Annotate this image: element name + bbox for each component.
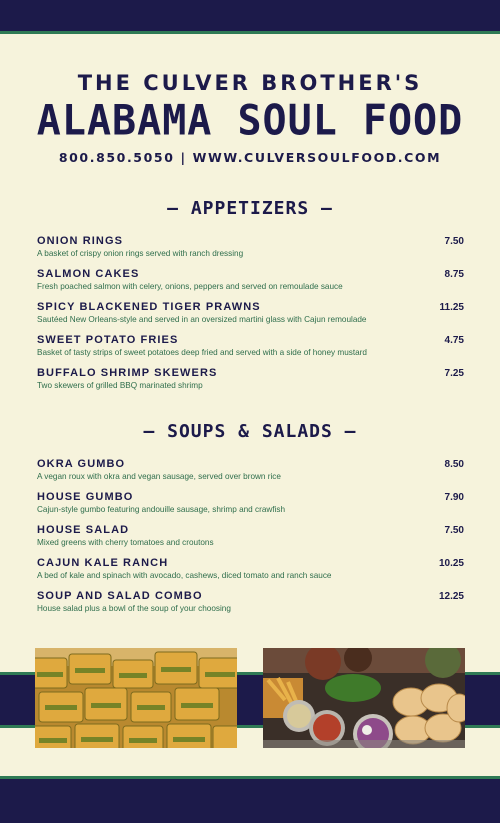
item-name: SALMON CAKES xyxy=(37,268,140,280)
item-description: A bed of kale and spinach with avocado, cashews, diced tomato and ranch sauce xyxy=(37,571,332,580)
item-name: HOUSE GUMBO xyxy=(37,491,134,503)
item-name: SPICY BLACKENED TIGER PRAWNS xyxy=(37,301,261,313)
menu-item xyxy=(37,491,464,524)
item-description: Sautéed New Orleans-style and served in an oversized martini glass with Cajun remoulade xyxy=(37,315,367,324)
restaurant-subtitle: THE CULVER BROTHER'S xyxy=(77,71,423,95)
restaurant-title: ALABAMA SOUL FOOD xyxy=(36,96,464,146)
item-price: 12.25 xyxy=(438,591,464,602)
menu-item xyxy=(37,334,464,367)
item-price: 7.50 xyxy=(444,525,464,536)
top-navy-band xyxy=(0,0,500,31)
item-description: Basket of tasty strips of sweet potatoes deep fried and served with a side of honey mustard xyxy=(37,348,367,357)
spinach-squares-photo xyxy=(35,648,237,748)
menu-item xyxy=(37,524,464,557)
item-price: 7.90 xyxy=(444,492,464,503)
item-price: 7.25 xyxy=(444,368,464,379)
menu-item xyxy=(37,458,464,491)
menu-item xyxy=(37,235,464,268)
item-description: Two skewers of grilled BBQ marinated shrimp xyxy=(37,381,203,390)
item-name: SWEET POTATO FRIES xyxy=(37,334,179,346)
item-name: CAJUN KALE RANCH xyxy=(37,557,169,569)
item-price: 4.75 xyxy=(444,335,464,346)
item-name: BUFFALO SHRIMP SKEWERS xyxy=(37,367,218,379)
item-description: Mixed greens with cherry tomatoes and croutons xyxy=(37,538,214,547)
top-green-stripe xyxy=(0,31,500,34)
item-description: Cajun-style gumbo featuring andouille sausage, shrimp and crawfish xyxy=(37,505,286,514)
item-description: A basket of crispy onion rings served with ranch dressing xyxy=(37,249,244,258)
item-description: A vegan roux with okra and vegan sausage, served over brown rice xyxy=(37,472,281,481)
menu-header xyxy=(0,70,500,165)
item-name: OKRA GUMBO xyxy=(37,458,126,470)
bottom-navy-band xyxy=(0,779,500,823)
appetizers-heading: – APPETIZERS – xyxy=(167,198,333,219)
menu-item xyxy=(37,590,464,623)
item-name: SOUP AND SALAD COMBO xyxy=(37,590,203,602)
menu-item xyxy=(37,268,464,301)
contact-line: 800.850.5050 | WWW.CULVERSOULFOOD.COM xyxy=(58,150,442,165)
menu-item xyxy=(37,367,464,400)
item-description: Fresh poached salmon with celery, onions, peppers and served on remoulade sauce xyxy=(37,282,343,291)
menu-item xyxy=(37,557,464,590)
appetizers-list xyxy=(37,235,464,400)
soups-salads-heading: – SOUPS & SALADS – xyxy=(143,421,357,442)
soups-salads-list xyxy=(37,458,464,623)
menu-item xyxy=(37,301,464,334)
item-price: 11.25 xyxy=(439,302,464,313)
item-description: House salad plus a bowl of the soup of your choosing xyxy=(37,604,231,613)
item-name: ONION RINGS xyxy=(37,235,124,247)
platter-photo xyxy=(263,648,465,748)
item-price: 10.25 xyxy=(438,558,464,569)
item-price: 7.50 xyxy=(444,236,464,247)
item-price: 8.75 xyxy=(444,269,464,280)
item-name: HOUSE SALAD xyxy=(37,524,130,536)
item-price: 8.50 xyxy=(444,459,464,470)
